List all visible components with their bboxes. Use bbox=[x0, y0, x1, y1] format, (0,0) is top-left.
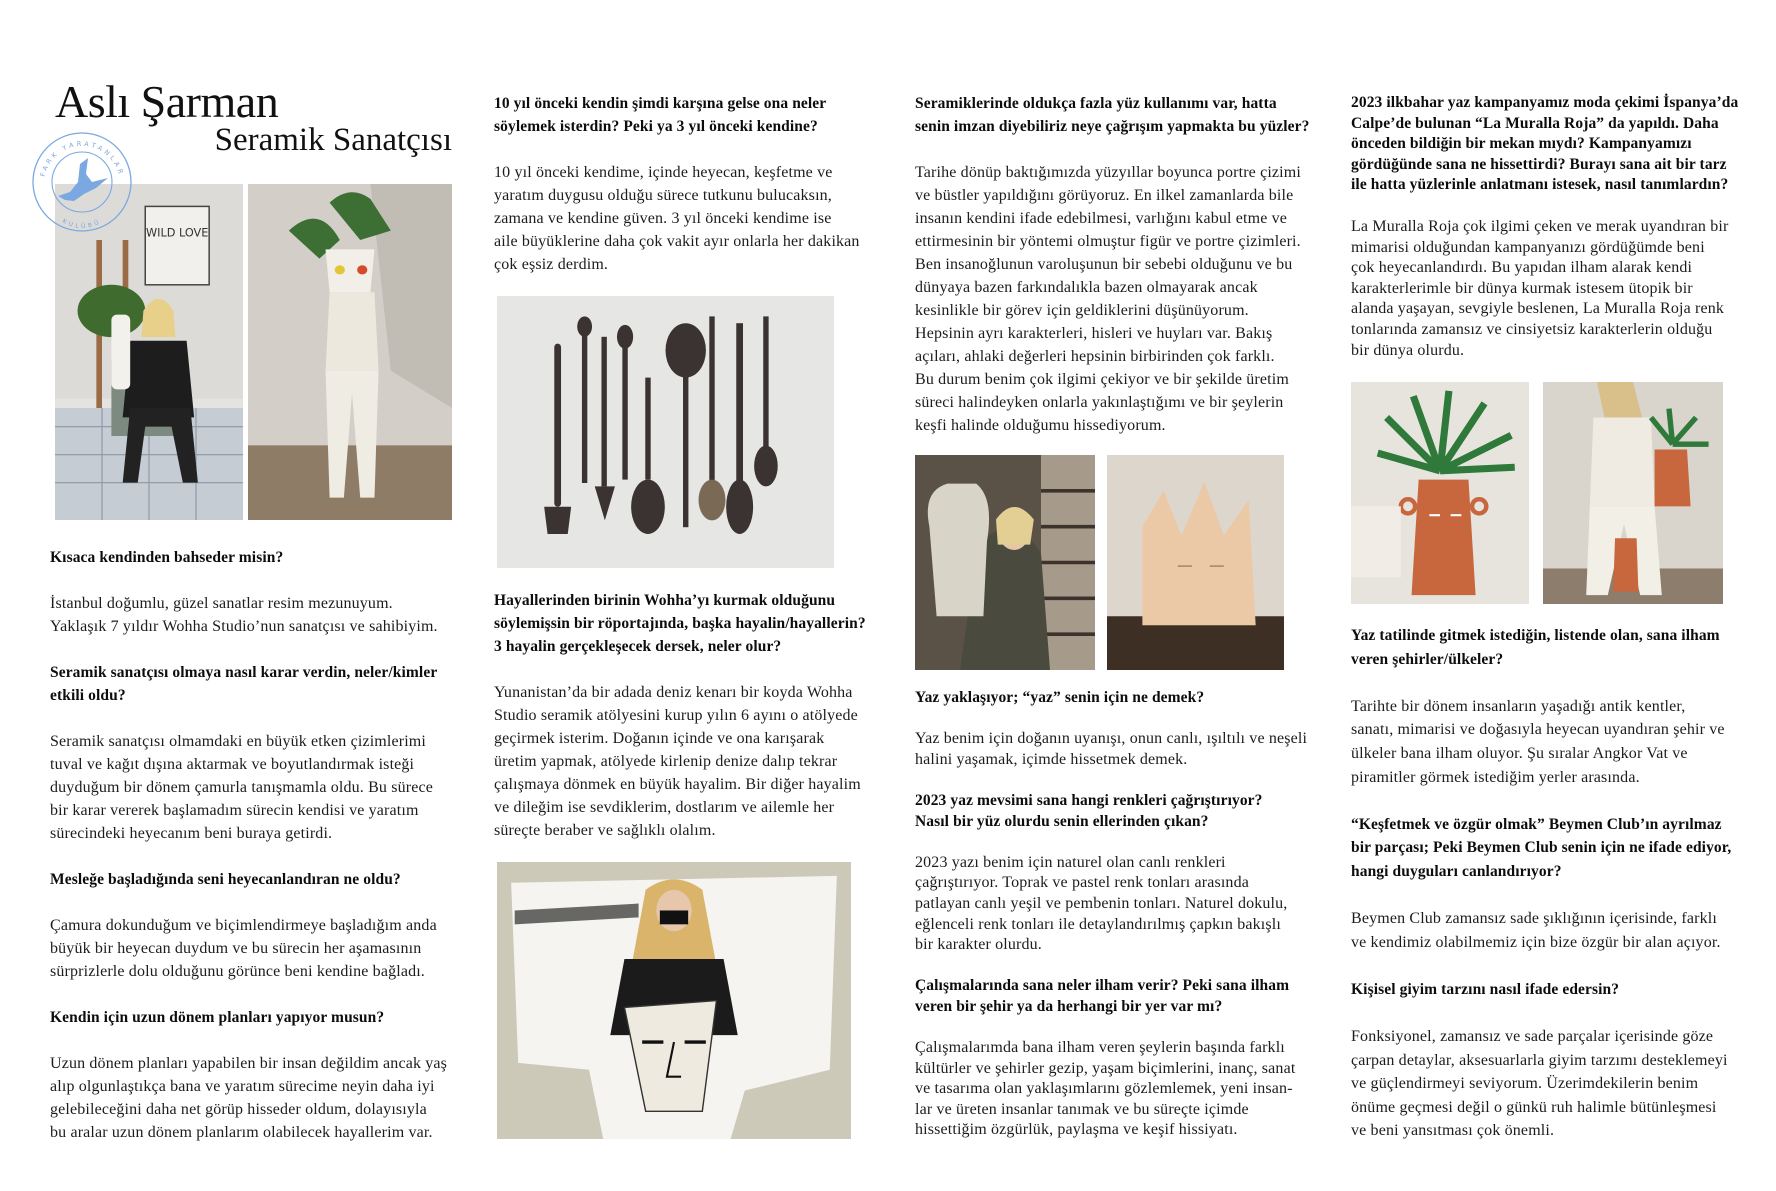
stamp-bottom-text: KULÜBÜ bbox=[61, 217, 103, 231]
interview-answer: Çalışmalarımda bana ilham veren şeylerin başında farklı kültürler ve şehirler gezip, yaşam biçimlerini, inanç, sanat ve tasarıma olan yaklaşımlarını gözlemlemek, yeni insan- lar ve üreten insanlar tanımak ve bu süreçte içimde hissettiğim özgürlük, paylaşma ve keşif hissiyatı. bbox=[915, 1039, 1296, 1139]
interview-answer: Seramik sanatçısı olmamdaki en büyük etken çizimlerimi tuval ve kağıt dışına aktarmak ve boyutlandırmak isteği duyduğum bir dönem çamurla tanışmamla oldu. Bu sürece bir karar vererek başlamadım sürecin kendisi ve yaratım sürecindeki heyecanım beni buraya getirdi. bbox=[50, 733, 433, 842]
column-4-interview-bottom bbox=[1351, 624, 1771, 1143]
interview-question: 2023 ilkbahar yaz kampanyamız moda çekimi İspanya’da Calpe’de bulunan “La Muralla Roja” da yapıldı. Daha önceden bildiğin bir mekan mıydı? Kampanyamızı gördüğünde sana ne hissettirdi? Burayı sana ait bir tarz ile hatta yüzlerinle anlatmanı istesek, nasıl tanımlardın? bbox=[1351, 94, 1739, 194]
interview-answer: Yaz benim için doğanın uyanışı, onun canlı, ışıltılı ve neşeli halini yaşamak, içimde hissetmek demek. bbox=[915, 730, 1308, 768]
interview-answer: La Muralla Roja çok ilgimi çeken ve merak uyandıran bir mimarisi olduğundan kampanyanızı gördüğümde beni çok heyecanlandırdı. Bu yapıdan ilham alarak kendi karakterlerimle bir dünya kurmak istesem ütopik bir alanda yaşayan, sevgiyle beslenen, La Muralla Roja renk tonlarında zamansız ve cinsiyetsiz karakterlerin olduğu bir dünya olurdu. bbox=[1351, 217, 1729, 359]
photo-artist-masked-vase bbox=[497, 862, 851, 1139]
interview-question: Kısaca kendinden bahseder misin? bbox=[50, 549, 284, 566]
interview-question: Çalışmalarında sana neler ilham verir? Peki sana ilham veren bir şehir ya da herhangi bir yer var mı? bbox=[915, 977, 1290, 1015]
interview-question: Kendin için uzun dönem planları yapıyor musun? bbox=[50, 1009, 385, 1026]
column-3-interview-bottom bbox=[915, 688, 1335, 1141]
photo-ceramic-crown-face bbox=[1107, 455, 1284, 670]
interview-answer: Tarihe dönüp baktığımızda yüzyıllar boyunca portre çizimi ve büstler yapıldığını görüyoruz. En ilkel zamanlarda bile insanın kendini ifade edebilmesi, varlığını kabul etme ve ettirmesinin bir yöntemi olmuştur figür ve portre çizimleri. Ben insanoğlunun varoluşunun bir sebebi olduğunu ve bu dünyaya bazen farkındalıkla bazen olmayarak ancak kesinlikle bir görev için geldiklerini düşünüyorum. Hepsinin ayrı karakterleri, hisleri ve huyları var. Bakış açıları, ahlaki değerleri hepsinin birbirinden çok farklı. Bu durum benim çok ilgimi çekiyor ve bir şekilde üretim süreci halindeyken onlarla yakınlaştığımı ve bir şeylerin keşfi halinde olduğumu hissediyorum. bbox=[915, 164, 1301, 434]
photo-artist-standing-vase bbox=[248, 184, 452, 520]
photo-artist-studio bbox=[915, 455, 1095, 670]
poster-text: WILD LOVE bbox=[145, 226, 209, 240]
interview-question: Yaz tatilinde gitmek istediğin, listende olan, sana ilham veren şehirler/ülkeler? bbox=[1351, 627, 1720, 668]
interview-question: Seramik sanatçısı olmaya nasıl karar verdin, neler/kimler etkili oldu? bbox=[50, 664, 438, 704]
fark-yaratanlar-stamp-logo bbox=[30, 130, 134, 234]
interview-answer: Çamura dokunduğum ve biçimlendirmeye başladığım anda büyük bir heyecan duydum ve bu sürecin her aşamasının sürprizlerle dolu olduğunu görünce beni kendine bağladı. bbox=[50, 917, 437, 980]
column-2-interview-top bbox=[494, 92, 894, 276]
interview-question: 10 yıl önceki kendin şimdi karşına gelse ona neler söylemek isterdin? Peki ya 3 yıl önceki kendine? bbox=[494, 95, 827, 135]
interview-answer: İstanbul doğumlu, güzel sanatlar resim mezunuyum. Yaklaşık 7 yıldır Wohha Studio’nun sanatçısı ve sahibiyim. bbox=[50, 595, 438, 635]
interview-question: Yaz yaklaşıyor; “yaz” senin için ne demek? bbox=[915, 689, 1205, 706]
interview-question: Mesleğe başladığında seni heyecanlandıran ne oldu? bbox=[50, 871, 401, 888]
interview-question: Seramiklerinde oldukça fazla yüz kullanımı var, hatta senin imzan diyebiliriz neye çağrışım yapmakta bu yüzler? bbox=[915, 95, 1310, 135]
photo-artist-with-vases bbox=[1543, 382, 1723, 604]
interview-question: “Keşfetmek ve özgür olmak” Beymen Club’ın ayrılmaz bir parçası; Peki Beymen Club senin için ne ifade ediyor, hangi duyguları canlandırıyor? bbox=[1351, 815, 1732, 880]
article-subtitle: Seramik Sanatçısı bbox=[214, 122, 452, 158]
interview-answer: Fonksiyonel, zamansız ve sade parçalar içerisinde göze çarpan detaylar, aksesuarlarla giyim tarzımı desteklemeyi ve güçlendirmeyi seviyorum. Üzerimdekilerin benim önüme geçmesi değil o günkü ruh halimle bütünleşmesi ve beni yansıtması çok önemli. bbox=[1351, 1028, 1728, 1140]
interview-answer: Beymen Club zamansız sade şıklığının içerisinde, farklı ve kendimiz olabilmemiz için bize özgür bir alan açıyor. bbox=[1351, 910, 1721, 951]
photo-ceramic-spoons bbox=[497, 296, 834, 568]
stamp-top-text: FARK YARATANLAR bbox=[38, 139, 126, 178]
photo-artist-seated bbox=[55, 184, 243, 520]
article-title: Aslı Şarman bbox=[55, 76, 279, 127]
column-3-interview-top bbox=[915, 92, 1335, 437]
interview-question: Kişisel giyim tarzını nasıl ifade edersin? bbox=[1351, 980, 1620, 998]
photo-terracotta-vase-palm bbox=[1351, 382, 1529, 604]
interview-answer: 2023 yazı benim için naturel olan canlı renkleri çağrıştırıyor. Toprak ve pastel renk tonları arasında patlayan canlı yeşil ve pembenin tonları. Naturel dokulu, eğlenceli renk tonları ile detaylandırılmış çapkın bakışlı bir karakter olurdu. bbox=[915, 853, 1288, 954]
interview-answer: Yunanistan’da bir adada deniz kenarı bir koyda Wohha Studio seramik atölyesini kurup yılın 6 ayını o atölyede geçirmek isterim. Doğanın içinde ve ona karışarak üretim yapmak, atölyede kirlenip denize dalıp tekrar çalışmaya dönmek en büyük hayalim. Bir diğer hayalim ve dileğim ise sevdiklerim, dostlarım ve ailemle her süreçte beraber ve sağlıklı olalım. bbox=[494, 684, 861, 839]
column-2-interview-bottom bbox=[494, 589, 894, 842]
interview-answer: 10 yıl önceki kendime, içinde heyecan, keşfetme ve yaratım duygusu olduğu sürece tutkunu bulucaksın, zamana ve kendine güven. 3 yıl önceki kendime ise aile büyüklerine daha çok vakit ayır onlarla her dakikan çok eşsiz derdim. bbox=[494, 164, 860, 273]
column-4-interview-top bbox=[1351, 93, 1771, 361]
interview-question: Hayallerinden birinin Wohha’yı kurmak olduğunu söylemişsin bir röportajında, başka hayalin/hayallerin? 3 hayalin gerçekleşecek dersek, neler olur? bbox=[494, 592, 866, 655]
interview-answer: Uzun dönem planları yapabilen bir insan değildim ancak yaş alıp olgunlaştıkça bana ve yaratım sürecime neyin daha iyi gelebileceğini daha net görüp hisseder oldum, dolayısıyla bu aralar uzun dönem planlarım olabilecek hayallerim var. bbox=[50, 1055, 448, 1141]
interview-answer: Tarihte bir dönem insanların yaşadığı antik kentler, sanatı, mimarisi ve doğasıyla heyecan uyandıran şehir ve ülkeler bana ilham oluyor. Şu sıralar Angkor Vat ve piramitler görmek istediğim yerler arasında. bbox=[1351, 697, 1725, 786]
column-1-interview bbox=[50, 546, 470, 1144]
interview-question: 2023 yaz mevsimi sana hangi renkleri çağrıştırıyor? Nasıl bir yüz olurdu senin ellerinden çıkan? bbox=[915, 791, 1263, 830]
bird-icon bbox=[58, 158, 108, 201]
